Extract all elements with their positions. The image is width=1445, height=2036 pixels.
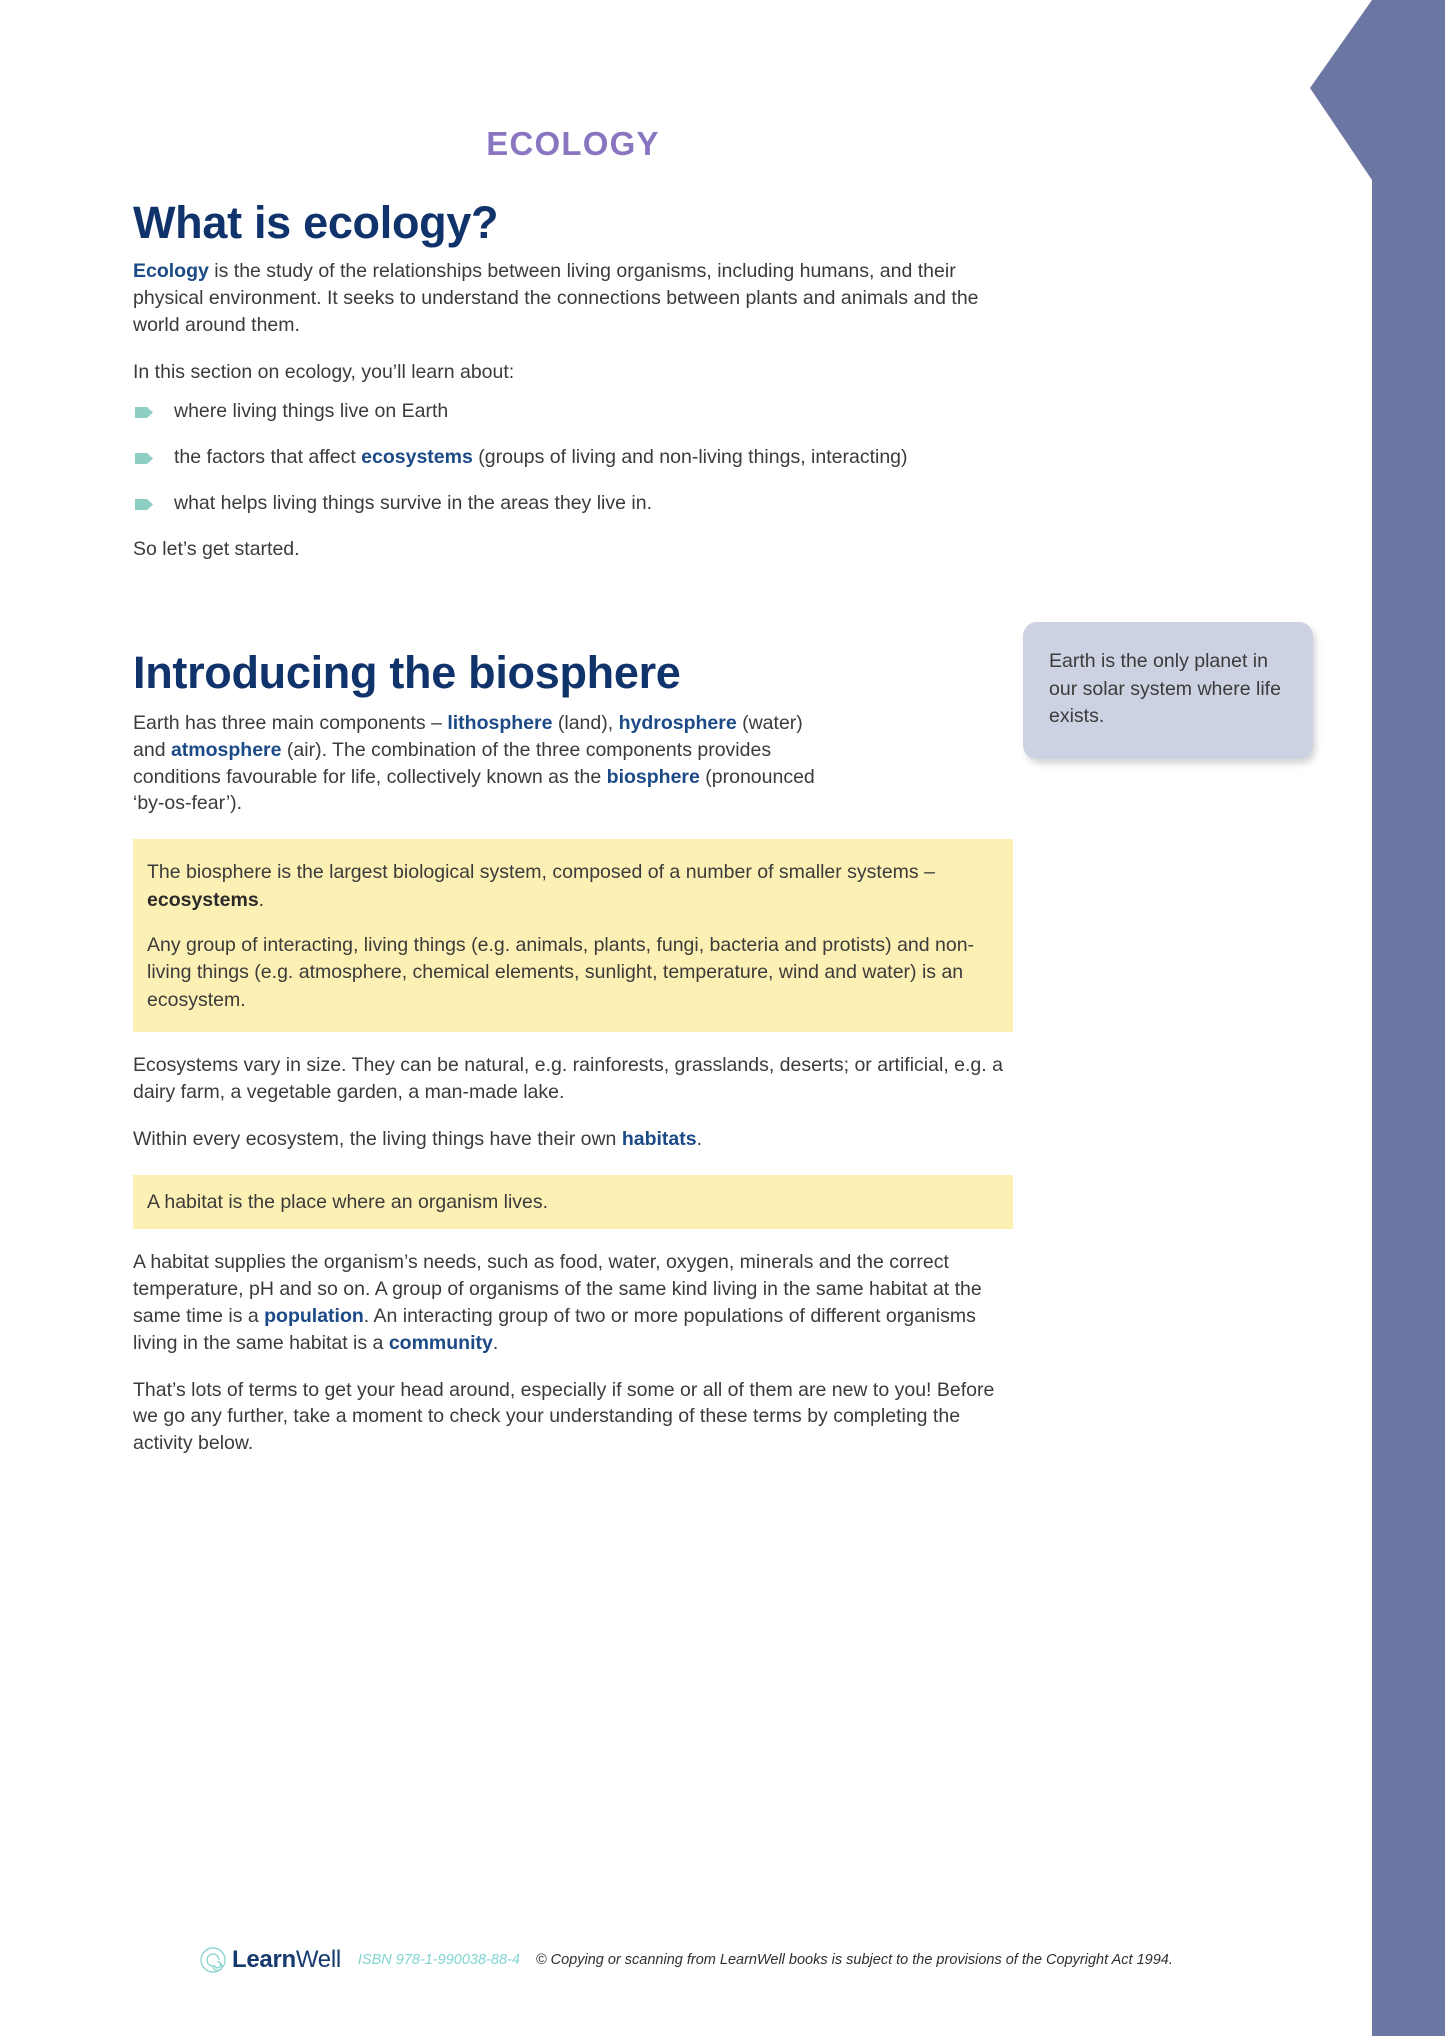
list-item-text-tail: (groups of living and non-living things, interacting) xyxy=(472,445,908,468)
arrow-bullet-icon xyxy=(135,499,153,510)
term-ecosystems: ecosystems xyxy=(361,445,473,468)
list-item xyxy=(133,490,1013,517)
footer-copyright: © Copying or scanning from LearnWell books is subject to the provisions of the Copyright Act 1994. xyxy=(535,1952,1173,1968)
term-ecology: Ecology xyxy=(133,260,209,283)
learn-about-intro: In this section on ecology, you’ll learn about: xyxy=(133,360,515,383)
habitat-details-paragraph xyxy=(133,1249,1013,1357)
content-column xyxy=(133,0,1013,1477)
ecosystem-size-paragraph: Ecosystems vary in size. They can be natural, e.g. rainforests, grasslands, deserts; or artificial, e.g. a dairy farm, a vegetable garden, a man-made lake. xyxy=(133,1053,1003,1103)
habitats-intro-pre: Within every ecosystem, the living things have their own xyxy=(133,1127,622,1150)
term-habitats: habitats xyxy=(621,1127,697,1150)
footer-isbn: ISBN 978-1-990038-88-4 xyxy=(357,1952,520,1968)
brand-light: Well xyxy=(295,1946,341,1973)
learnwell-wordmark xyxy=(232,1946,341,1974)
page-title: What is ecology? xyxy=(133,197,499,248)
biosphere-text-3: (water) and xyxy=(133,711,803,761)
biosphere-text-4: (air). The combination of the three components provides conditions favourable for life, collectively known as the xyxy=(133,738,772,788)
spiral-logo-icon xyxy=(200,1947,226,1973)
arrow-bullet-icon xyxy=(135,453,153,464)
biosphere-text-1: Earth has three main components – xyxy=(133,711,448,734)
list-item xyxy=(133,398,1013,425)
habitats-intro-post: . xyxy=(696,1127,702,1150)
list-item-text: where living things live on Earth xyxy=(174,399,449,422)
learn-about-list xyxy=(133,398,1013,517)
habitats-intro-paragraph xyxy=(133,1126,1013,1153)
section-kicker: ECOLOGY xyxy=(486,125,660,162)
term-hydrosphere: hydrosphere xyxy=(618,711,737,734)
habitat-text-1: A habitat supplies the organism’s needs, such as food, water, oxygen, minerals and the correct temperature, pH and so on. A group of organisms of the same kind living in the same habitat at the same time is a xyxy=(133,1250,982,1327)
brand-bold: Learn xyxy=(232,1946,296,1973)
definition-box-ecosystem xyxy=(133,839,1013,1031)
intro-paragraph xyxy=(133,258,1013,339)
habitat-text-2: . An interacting group of two or more populations of different organisms living in the same habitat is a xyxy=(133,1304,976,1354)
definition-box-paragraph: A habitat is the place where an organism lives. xyxy=(147,1190,549,1213)
definition-box-paragraph: Any group of interacting, living things (e.g. animals, plants, fungi, bacteria and protists) and non-living things (e.g. atmosphere, chemical elements, sunlight, temperature, wind and water) is an ecosystem. xyxy=(147,933,975,1011)
term-community: community xyxy=(388,1331,493,1354)
arrow-bullet-icon xyxy=(135,407,153,418)
page-footer xyxy=(200,1946,1173,1974)
list-item xyxy=(133,444,1013,471)
list-item-text: the factors that affect xyxy=(174,445,362,468)
definition-box-paragraph xyxy=(147,859,999,914)
term-biosphere: biosphere xyxy=(606,765,700,788)
page-edge-spine xyxy=(1372,0,1445,2036)
list-item-text: what helps living things survive in the areas they live in. xyxy=(174,491,652,514)
definition-text-pre: The biosphere is the largest biological system, composed of a number of smaller systems – xyxy=(147,861,935,884)
biosphere-text-5: (pronounced ‘by-os-fear’). xyxy=(133,765,815,815)
section-heading-biosphere: Introducing the biosphere xyxy=(133,646,681,698)
definition-term-ecosystems: ecosystems xyxy=(147,888,259,911)
term-population: population xyxy=(264,1304,364,1327)
closing-line: So let’s get started. xyxy=(133,537,300,560)
biosphere-paragraph xyxy=(133,710,833,818)
intro-paragraph-rest: is the study of the relationships between living organisms, including humans, and their physical environment. It seeks to understand the connections between plants and animals and the world around them. xyxy=(133,260,979,337)
biosphere-text-2: (land), xyxy=(552,711,619,734)
habitat-text-3: . xyxy=(492,1331,499,1354)
term-atmosphere: atmosphere xyxy=(170,738,282,761)
fact-callout-box: Earth is the only planet in our solar system where life exists. xyxy=(1023,622,1313,759)
activity-prompt-paragraph: That’s lots of terms to get your head around, especially if some or all of them are new to you! Before we go any further, take a moment to check your understanding of these terms by completing the activity below. xyxy=(133,1378,995,1455)
definition-box-habitat xyxy=(133,1175,1013,1229)
term-lithosphere: lithosphere xyxy=(447,711,553,734)
definition-text-post: . xyxy=(258,888,265,911)
